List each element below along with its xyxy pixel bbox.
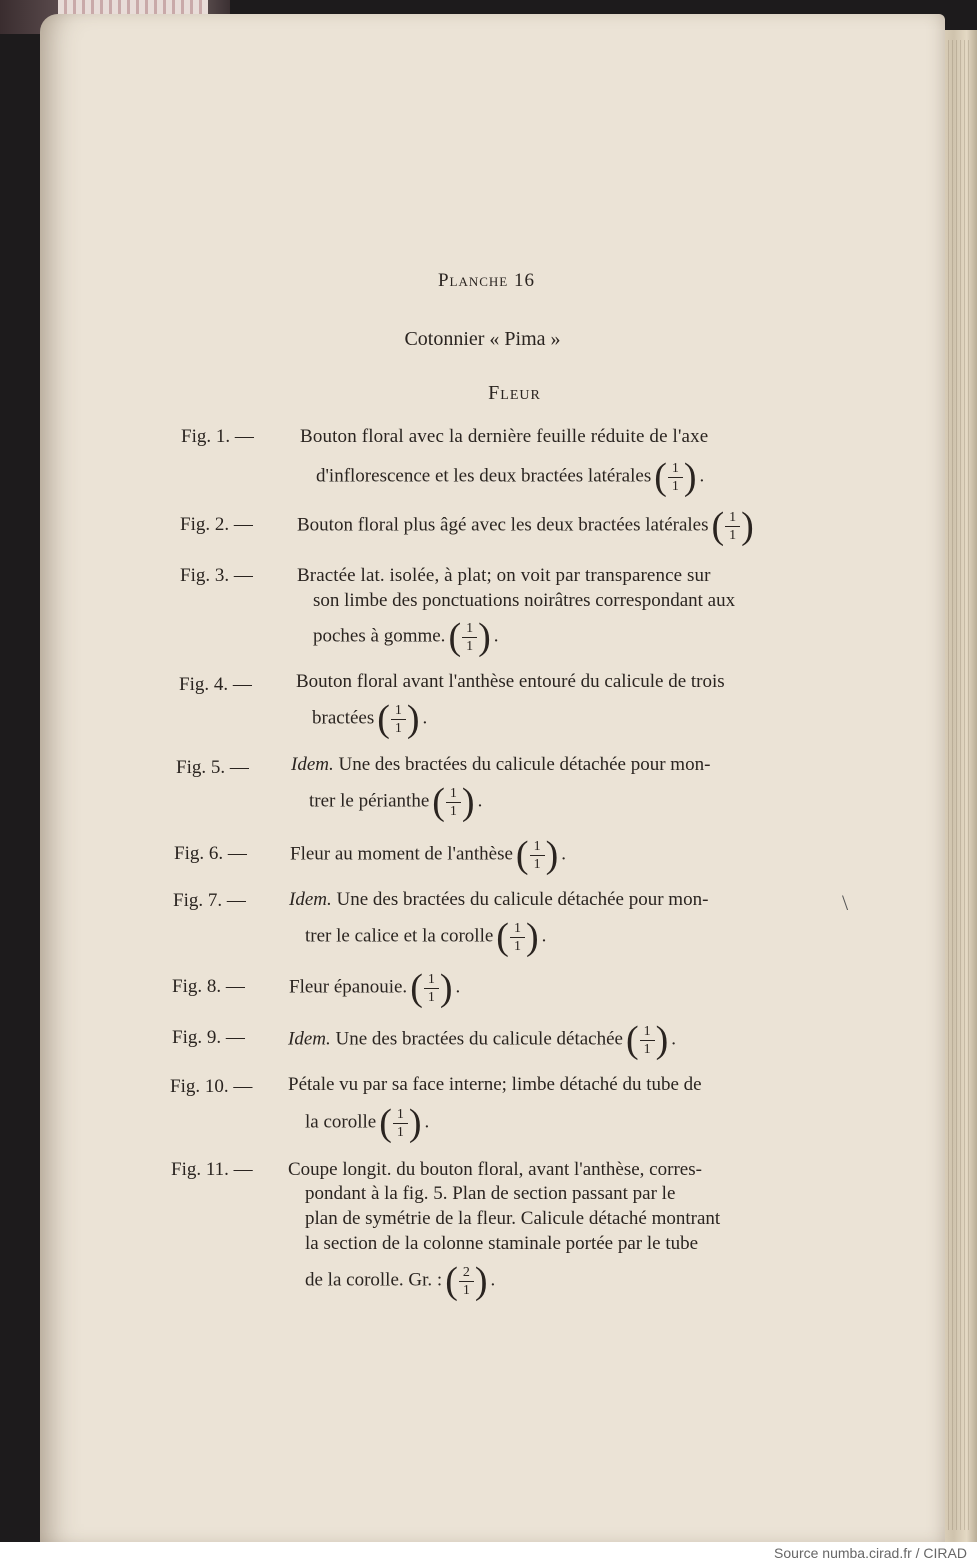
figure-text: de la corolle. Gr. : (305, 1269, 443, 1291)
fraction-numerator: 1 (393, 1106, 408, 1124)
figure-text: . (541, 925, 547, 947)
figure-text: Fleur épanouie. (289, 976, 408, 998)
fraction-denominator: 1 (533, 856, 541, 872)
scale-fraction: ( $\frac{2}{1}$ ) (445, 1260, 488, 1302)
figure-text-line (291, 752, 710, 778)
figure-text-end (309, 783, 482, 821)
figure-text: Coupe longit. du bouton floral, avant l'anthèse, corres- (288, 1159, 702, 1180)
figure-label: Fig. 3. — (180, 565, 253, 586)
fraction-denominator: 1 (427, 989, 435, 1005)
fraction-numerator: 2 (459, 1264, 474, 1282)
figure-text-end (305, 1104, 429, 1142)
fraction-denominator: 1 (462, 1282, 470, 1298)
figure-text-end (288, 1021, 676, 1059)
figure-label: Fig. 1. — (181, 426, 254, 447)
figure-text: poches à gomme. (313, 625, 446, 647)
scale-fraction: ( $\frac{1}{1}$ ) (625, 1019, 669, 1061)
figure-text: pondant à la fig. 5. Plan de section passant par le (305, 1183, 676, 1204)
figure-label: Fig. 2. — (180, 514, 253, 535)
scale-fraction: ( $\frac{1}{1}$ ) (377, 698, 420, 740)
figure-text-end (312, 700, 427, 738)
scale-fraction: ( $\frac{1}{1}$ ) (410, 967, 453, 1009)
plate-title: Planche 16 (437, 270, 536, 291)
figure-text: son limbe des ponctuations noirâtres correspondant aux (313, 590, 736, 611)
figure-text: Une des bractées du calicule détachée pour mon- (336, 889, 709, 910)
fraction-denominator: 1 (449, 803, 457, 819)
scale-fraction: ( $\frac{1}{1}$ ) (496, 916, 539, 958)
figure-text-end (316, 458, 704, 496)
figure-text: Une des bractées du calicule détachée (335, 1028, 623, 1050)
scale-fraction: ( $\frac{1}{1}$ ) (654, 456, 697, 498)
figure-text: Une des bractées du calicule détachée pour mon- (338, 754, 711, 775)
figure-text: . (477, 790, 483, 812)
fraction-numerator: 1 (446, 785, 461, 803)
figure-text: trer le périanthe (309, 790, 430, 812)
fraction-numerator: 1 (530, 838, 545, 856)
figure-text: . (493, 625, 499, 647)
figure-text: Bractée lat. isolée, à plat; on voit par transparence sur (297, 565, 711, 586)
figure-text: . (561, 843, 566, 865)
margin-mark: \ (842, 890, 849, 915)
figure-text-end (313, 618, 499, 656)
figure-label: Fig. 4. — (179, 674, 252, 695)
fraction-denominator: 1 (394, 720, 402, 736)
idem-italic: Idem. (288, 1028, 331, 1050)
figure-label: Fig. 5. — (176, 757, 249, 778)
figure-text: . (490, 1269, 496, 1291)
figure-text-end (305, 1262, 495, 1300)
plate-subtitle: Cotonnier « Pima » (404, 328, 561, 350)
figure-text: d'inflorescence et les deux bractées latérales (316, 465, 652, 487)
figure-text: . (422, 707, 428, 729)
figure-text: plan de symétrie de la fleur. Calicule détaché montrant (305, 1208, 721, 1229)
figure-text: bractées (312, 707, 375, 729)
scale-fraction: ( $\frac{1}{1}$ ) (448, 616, 491, 658)
figure-label: Fig. 9. — (172, 1027, 245, 1048)
scale-fraction: ( $\frac{1}{1}$ ) (432, 781, 475, 823)
fraction-denominator: 1 (513, 938, 521, 954)
fraction-numerator: 1 (640, 1023, 655, 1041)
figure-text: . (671, 1028, 677, 1050)
figure-text: Bouton floral plus âgé avec les deux bractées latérales (297, 514, 709, 536)
figure-text: la corolle (305, 1111, 377, 1133)
figure-text: . (699, 465, 705, 487)
figure-text: Bouton floral avec la dernière feuille réduite de l'axe (300, 426, 709, 447)
fraction-numerator: 1 (462, 620, 477, 638)
figure-label: Fig. 8. — (172, 976, 245, 997)
figure-text: Fleur au moment de l'anthèse (290, 843, 513, 865)
fraction-numerator: 1 (391, 702, 406, 720)
section-title: Fleur (488, 382, 541, 404)
idem-italic: Idem. (291, 754, 334, 775)
fraction-numerator: 1 (510, 920, 525, 938)
fraction-numerator: 1 (668, 460, 683, 478)
figure-text-end (290, 836, 566, 874)
fraction-denominator: 1 (729, 527, 737, 543)
figure-text-end (297, 507, 757, 545)
figure-text: . (455, 976, 461, 998)
idem-italic: Idem. (289, 889, 332, 910)
fraction-denominator: 1 (396, 1124, 404, 1140)
fraction-denominator: 1 (466, 638, 474, 654)
fraction-numerator: 1 (424, 971, 439, 989)
figure-label: Fig. 6. — (174, 843, 247, 864)
scale-fraction: ( $\frac{1}{1}$ ) (711, 505, 754, 547)
figure-text: la section de la colonne staminale portée par le tube (305, 1233, 699, 1254)
fraction-denominator: 1 (671, 478, 679, 494)
figure-label: Fig. 10. — (170, 1076, 253, 1097)
figure-text: trer le calice et la corolle (305, 925, 494, 947)
fraction-denominator: 1 (643, 1041, 651, 1057)
figure-text: . (424, 1111, 430, 1133)
figure-text-line (289, 887, 708, 913)
scale-fraction: ( $\frac{1}{1}$ ) (515, 834, 559, 876)
figure-text-end (305, 918, 546, 956)
figure-text: Pétale vu par sa face interne; limbe détaché du tube de (288, 1074, 702, 1095)
figure-text-end (289, 969, 460, 1007)
source-credit: Source numba.cirad.fr / CIRAD (774, 1545, 967, 1561)
figure-text: Bouton floral avant l'anthèse entouré du calicule de trois (296, 671, 725, 692)
fraction-numerator: 1 (725, 509, 740, 527)
figure-label: Fig. 7. — (173, 890, 246, 911)
scale-fraction: ( $\frac{1}{1}$ ) (379, 1102, 422, 1144)
figure-label: Fig. 11. — (171, 1159, 253, 1180)
